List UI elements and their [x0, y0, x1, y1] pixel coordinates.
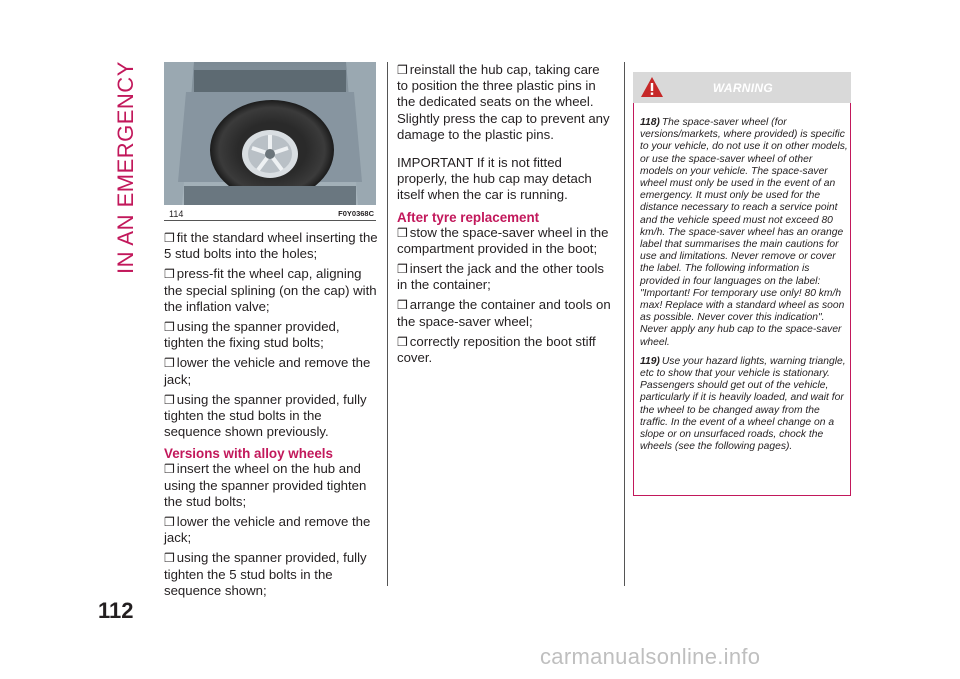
section-title: IN AN EMERGENCY [113, 61, 138, 274]
checkbox-icon: ❒ [164, 462, 175, 477]
checkbox-icon: ❒ [397, 63, 408, 77]
checkbox-icon: ❒ [397, 334, 408, 349]
figure-caption [164, 206, 376, 221]
warning-body [640, 117, 848, 460]
figure-spare-wheel-in-boot [164, 62, 376, 205]
warning-item: 118) The space-saver wheel (for versions/markets, where provided) is specific to your vehicle, do not use it on other models, or use the space-saver wheel of other models on your vehicle. The space-saver wheel must only be used in the event of an emergency. It must only be used for the distance necessary to reach a service point and the vehicle speed must not exceed 80 km/h. The space-saver wheel has an orange label that summarises the main cautions for use and limitations. Never remove or cover the label. The following information is provided in four languages on the label: "Important! For temporary use only! 80 km/h max! Replace with a standard wheel as soon as possible. Never cover this indication". Never apply any hub cap to the space-saver wheel. [640, 117, 848, 348]
list-item: ❒ arrange the container and tools on the space-saver wheel; [397, 297, 611, 329]
page-number: 112 [98, 598, 134, 623]
list-item: ❒ press-fit the wheel cap, aligning the special splining (on the cap) with the inflation valve; [164, 266, 377, 314]
list-item: ❒ using the spanner provided, fully tighten the stud bolts in the sequence shown previously. [164, 391, 367, 440]
section-heading-after-tyre-replacement: After tyre replacement [397, 209, 540, 225]
warning-item: 119) Use your hazard lights, warning triangle, etc to show that your vehicle is stationary. Passengers should get out of the vehicle, particularly if it is heavily loaded, and wait for the wheel to be changed away from the traffic. In the event of a wheel change on a slope or on unsurfaced roads, chock the wheels (see the following pages). [640, 355, 846, 453]
list-item: ❒ lower the vehicle and remove the jack; [164, 355, 371, 387]
checkbox-icon: ❒ [164, 551, 175, 566]
list-item: ❒ stow the space-saver wheel in the compartment provided in the boot; [397, 224, 609, 256]
figure-code: F0Y0368C [338, 209, 374, 218]
checkbox-icon: ❒ [164, 392, 175, 407]
list-item: ❒ insert the jack and the other tools in the container; [397, 261, 605, 293]
list-item: ❒ using the spanner provided, fully tighten the 5 stud bolts in the sequence shown; [164, 550, 367, 598]
section-heading-alloy-wheels: Versions with alloy wheels [164, 446, 333, 462]
checkbox-icon: ❒ [164, 267, 175, 282]
list-item: ❒ using the spanner provided, tighten the fixing stud bolts; [164, 319, 340, 351]
list-item: ❒ lower the vehicle and remove the jack; [164, 514, 371, 546]
warning-title: WARNING [712, 81, 773, 95]
checkbox-icon: ❒ [397, 298, 408, 313]
list-item: ❒ correctly reposition the boot stiff cover. [397, 333, 596, 366]
important-note: IMPORTANT If it is not fitted properly, the hub cap may detach itself when the car is running. [397, 155, 592, 203]
column-2 [397, 62, 613, 370]
column-divider [387, 62, 388, 586]
warning-header [633, 72, 851, 103]
checkbox-icon: ❒ [164, 320, 175, 335]
checkbox-icon: ❒ [164, 356, 175, 371]
list-item: ❒ fit the standard wheel inserting the 5 stud bolts into the holes; [164, 230, 378, 262]
checkbox-icon: ❒ [397, 225, 408, 240]
watermark: carmanualsonline.info [540, 644, 761, 669]
list-item: ❒ insert the wheel on the hub and using the spanner provided tighten the stud bolts; [164, 461, 367, 509]
warning-box [633, 72, 851, 496]
column-1 [164, 230, 380, 603]
checkbox-icon: ❒ [164, 231, 175, 245]
figure-number: 114 [169, 209, 184, 219]
list-item: ❒ reinstall the hub cap, taking care to position the three plastic pins in the dedicated seats on the wheel. Slightly press the cap to prevent any damage to the plastic pins. [397, 62, 610, 142]
column-divider [624, 62, 625, 586]
checkbox-icon: ❒ [397, 262, 408, 277]
checkbox-icon: ❒ [164, 515, 175, 530]
